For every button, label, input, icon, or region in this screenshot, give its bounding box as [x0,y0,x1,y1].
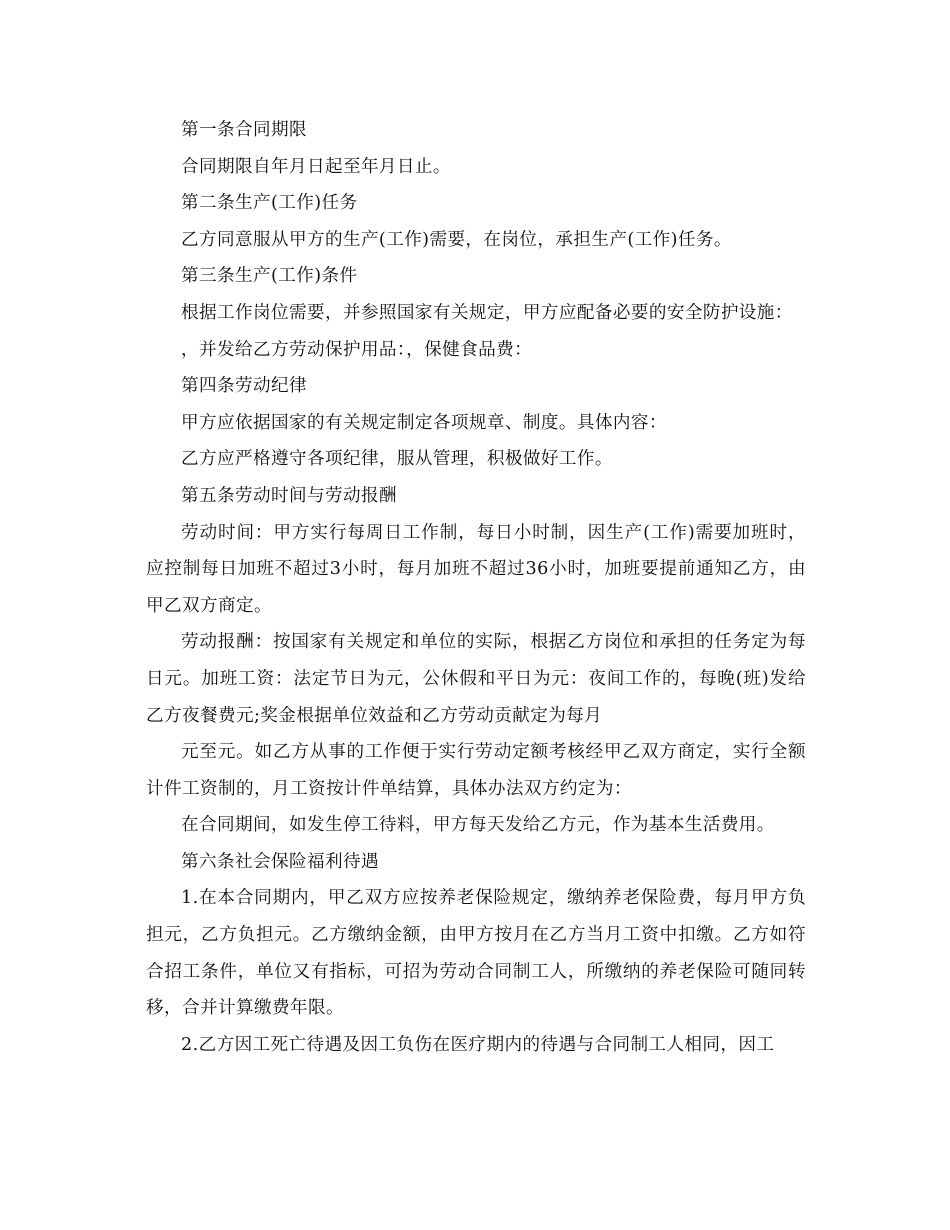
article-1-text: 合同期限自年月日起至年月日止。 [181,156,451,177]
article-4-text: 甲方应依据国家的有关规定制定各项规章、制度。具体内容： [181,412,667,433]
article-4-text-2: 乙方应严格遵守各项纪律，服从管理，积极做好工作。 [181,449,613,470]
article-3-heading: 第三条生产(工作)条件 [181,266,358,287]
article-6-item-2: 2.乙方因工死亡待遇及因工负伤在医疗期内的待遇与合同制工人相同，因工 [181,1034,775,1055]
article-6-item-1: 1.在本合同期内，甲乙双方应按养老保险规定，缴纳养老保险费，每月甲方负担元，乙方负担元。乙方缴纳金额，由甲方按月在乙方当月工资中扣缴。乙方如符合招工条件，单位又有指标，可招为劳动合同制工人，所缴纳的养老保险可随同转移，合并计算缴费年限。 [146,888,806,1019]
article-4-heading: 第四条劳动纪律 [181,376,307,397]
article-5-remuneration: 劳动报酬：按国家有关规定和单位的实际，根据乙方岗位和承担的任务定为每日元。加班工资：法定节日为元，公休假和平日为元：夜间工作的，每晚(班)发给乙方夜餐费元;奖金根据单位效益和乙方劳动贡献定为每月 [146,632,806,726]
article-5-heading: 第五条劳动时间与劳动报酬 [181,485,397,506]
article-1-heading: 第一条合同期限 [181,120,307,140]
document-body [146,112,806,1063]
article-5-working-hours: 劳动时间：甲方实行每周日工作制，每日小时制，因生产(工作)需要加班时，应控制每日加班不超过3小时，每月加班不超过36小时，加班要提前通知乙方，由甲乙双方商定。 [146,522,806,616]
article-3-text-2: ，并发给乙方劳动保护用品：，保健食品费： [181,339,533,360]
article-3-text: 根据工作岗位需要，并参照国家有关规定，甲方应配备必要的安全防护设施： [181,302,793,323]
article-2-text: 乙方同意服从甲方的生产(工作)需要，在岗位，承担生产(工作)任务。 [181,229,732,250]
article-5-piecework: 元至元。如乙方从事的工作便于实行劳动定额考核经甲乙双方商定，实行全额计件工资制的，月工资按计件单结算，具体办法双方约定为： [146,742,806,799]
article-2-heading: 第二条生产(工作)任务 [181,193,358,214]
article-5-work-stoppage: 在合同期间，如发生停工待料，甲方每天发给乙方元，作为基本生活费用。 [181,815,775,836]
article-6-heading: 第六条社会保险福利待遇 [181,851,379,872]
